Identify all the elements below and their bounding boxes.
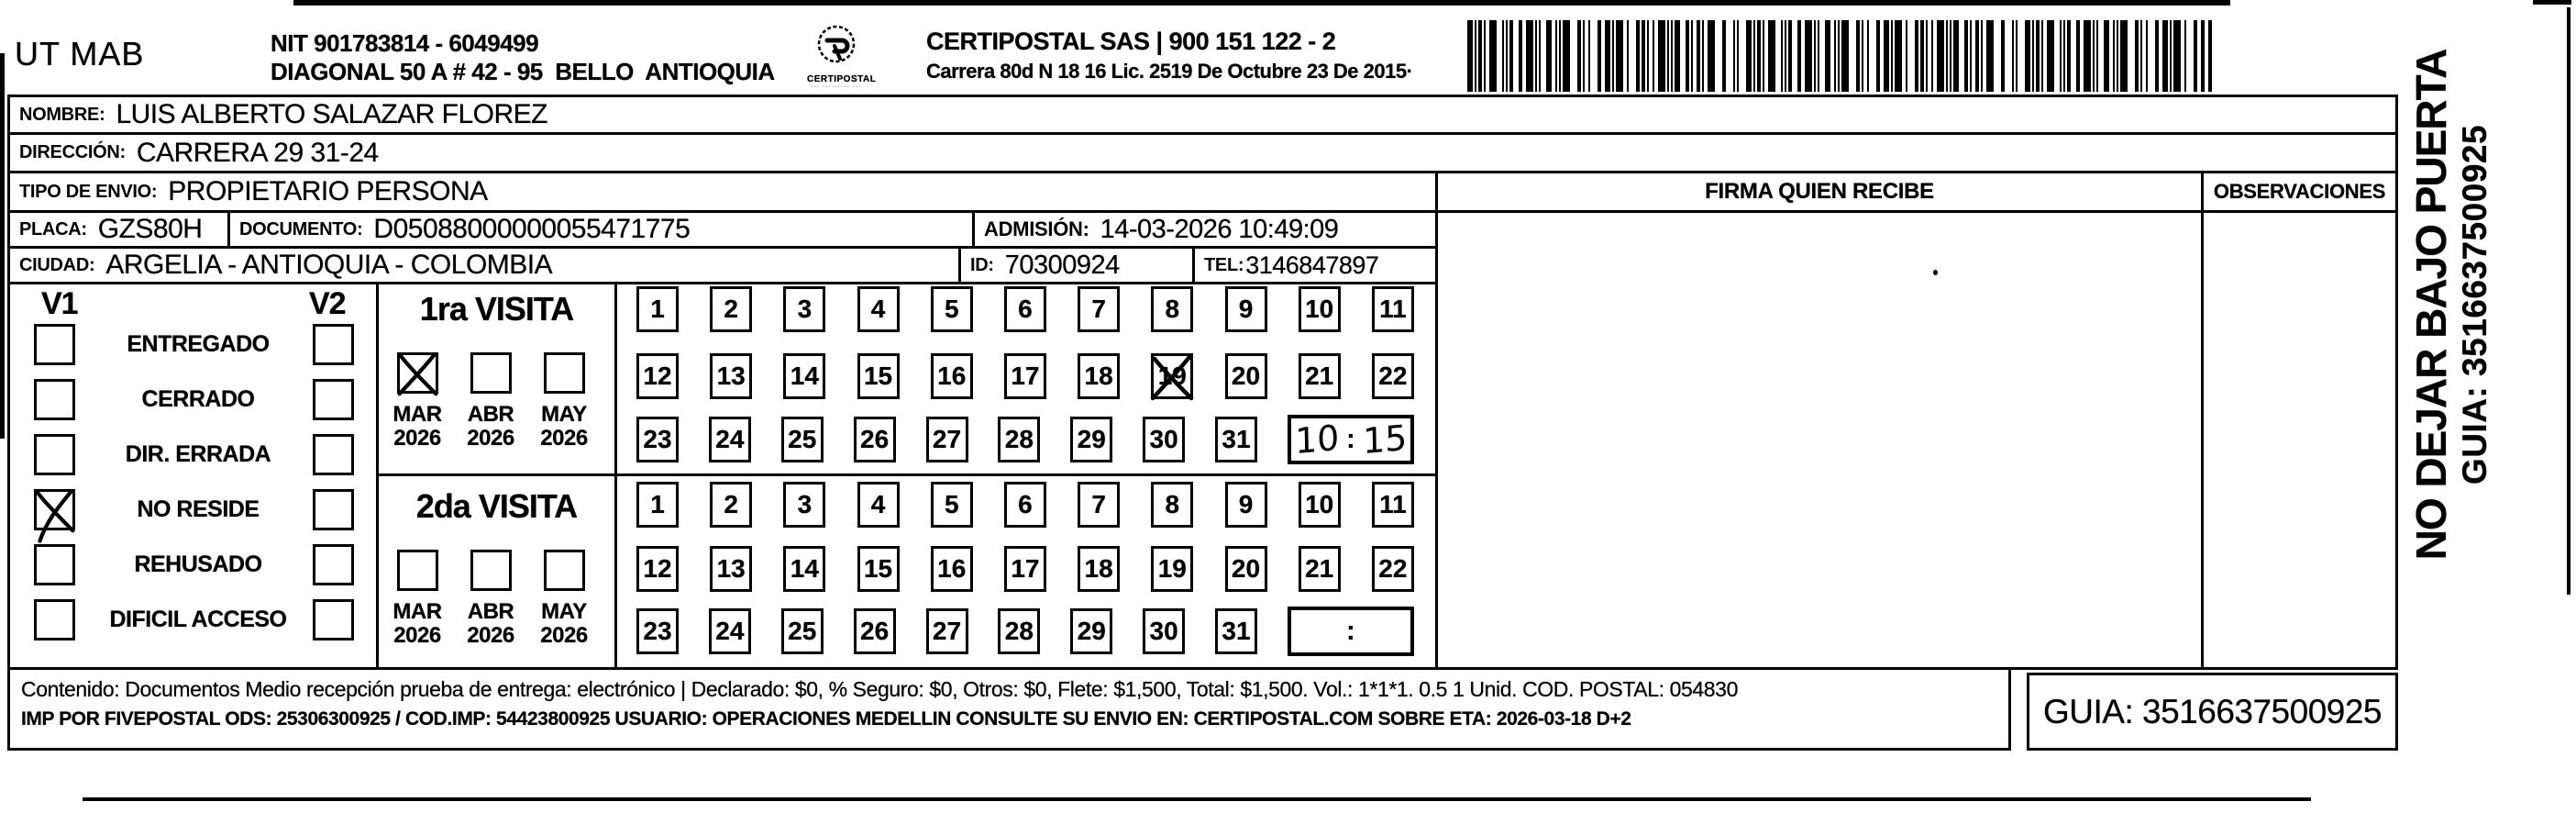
day-box: 11 [1372,482,1414,528]
handwritten-x-mark [32,487,77,534]
month-year: 2026 [467,426,514,451]
time-hour [1303,630,1321,632]
day-box: 19 [1151,546,1193,592]
tel-value: 3146847897 [1245,251,1379,279]
scan-edge-top [293,0,2230,6]
status-label: ENTREGADO [127,330,270,357]
month-label: MAY [541,599,587,624]
tel-cell [1192,246,1438,284]
contenido-cell [7,667,2011,751]
ciudad-cell [7,246,961,284]
nombre-row [7,95,2398,135]
day-box: 25 [781,417,824,462]
sender-code: UT MAB [15,35,145,72]
handwritten-x-mark [395,351,440,397]
admision-cell [972,210,1438,249]
barcode [1467,20,2212,92]
day-box: 6 [1004,286,1046,332]
day-box: 18 [1078,353,1120,399]
day-box: 9 [1225,286,1267,332]
visit1-days-row1 [636,545,1414,593]
status-row [10,597,376,641]
side-warning: NO DEJAR BAJO PUERTA [2407,49,2455,561]
day-box: 3 [783,482,825,528]
day-box: 4 [857,482,900,528]
day-box: 23 [636,417,679,462]
v1-checkbox [34,379,75,420]
month-year: 2026 [467,623,514,648]
day-box: 3 [783,286,825,332]
day-box: 1 [636,286,679,332]
company-info [926,28,1412,84]
sender-nit: NIT 901783814 - 6049499 [271,29,539,57]
status-row [10,542,376,586]
direccion-label: DIRECCIÓN: [19,142,126,162]
day-box: 6 [1004,482,1046,528]
day-box: 15 [857,546,900,592]
admision-value: 14-03-2026 10:49:09 [1100,214,1339,244]
day-box: 27 [926,417,968,462]
observaciones-body [2201,210,2398,670]
month-group [392,352,443,451]
day-box: 19 [1151,353,1193,399]
status-row [10,322,376,366]
day-box: 29 [1070,417,1112,462]
month-group [465,352,516,451]
placa-cell [7,210,230,249]
day-box: 30 [1143,417,1185,462]
day-box: 15 [857,353,900,399]
sender-info [271,29,775,86]
day-box: 10 [1299,482,1341,528]
observaciones-header-cell [2201,171,2398,213]
day-box: 21 [1299,353,1341,399]
day-box: 5 [931,286,973,332]
id-label: ID: [970,254,994,275]
time-colon: : [1345,616,1355,646]
day-box: 8 [1151,482,1193,528]
v2-checkbox [313,379,354,420]
documento-cell [227,210,975,249]
placa-label: PLACA: [19,218,87,239]
day-box: 17 [1004,546,1046,592]
documento-label: DOCUMENTO: [239,218,363,239]
direccion-row [7,132,2398,173]
day-box: 21 [1299,546,1341,592]
day-box: 1 [636,482,679,528]
firma-header: FIRMA QUIEN RECIBE [1705,179,1934,204]
day-box: 7 [1078,482,1120,528]
day-box: 22 [1372,546,1414,592]
day-box: 2 [710,482,752,528]
company-name: CERTIPOSTAL SAS | 900 151 122 - 2 [926,28,1336,55]
v1-checkbox [34,324,75,365]
time-box [1288,415,1414,464]
month-group [538,550,590,648]
tipo-envio-label: TIPO DE ENVIO: [19,181,158,202]
time-box [1288,607,1414,656]
observaciones-header: OBSERVACIONES [2213,180,2386,203]
day-box: 28 [998,608,1040,654]
day-box: 16 [931,546,973,592]
day-box: 23 [636,608,679,654]
id-value: 70300924 [1004,250,1120,280]
imp-line: IMP POR FIVEPOSTAL ODS: 25306300925 / COD.IMP: 54423800925 USUARIO: OPERACIONES MEDELLIN CONSULTE SU ENVIO EN: CERTIPOSTAL.COM SOBRE ETA: 2026-03-18 D+2 [21,708,1631,729]
visit1-days-row0 [636,481,1414,529]
logo-tagline-dots: ··· ········· ··· [811,84,862,90]
month-label: ABR [467,599,514,624]
day-box: 18 [1078,546,1120,592]
day-box: 22 [1372,353,1414,399]
month-label: MAY [541,402,587,427]
day-box: 12 [636,546,679,592]
v2-checkbox [313,544,354,585]
visit2-column [376,473,617,670]
day-box: 20 [1225,353,1267,399]
logo-caption: CERTIPOSTAL [807,74,877,84]
v1-header: V1 [41,286,78,321]
firma-body [1435,210,2204,670]
sender-address: DIAGONAL 50 A # 42 - 95 BELLO ANTIOQUIA [271,58,775,85]
day-box: 20 [1225,546,1267,592]
visit1-column [376,282,617,476]
time-minute [1380,630,1399,632]
day-box: 26 [854,417,896,462]
v1-checkbox [34,544,75,585]
day-box: 2 [710,286,752,332]
placa-value: GZS80H [97,214,203,244]
month-label: MAR [392,402,442,427]
month-checkbox [544,352,585,394]
month-year: 2026 [540,426,588,451]
visit0-days-row2 [636,416,1414,463]
day-box: 17 [1004,353,1046,399]
v2-checkbox [313,489,354,530]
day-box: 27 [926,608,968,654]
v1-checkbox [34,489,75,530]
certipostal-logo [807,22,877,90]
month-label: MAR [392,599,442,624]
visit2-title: 2da VISITA [415,487,578,525]
handwritten-x-mark [1149,351,1195,403]
month-group [538,352,590,451]
status-box [7,282,379,670]
month-year: 2026 [393,623,441,648]
scan-edge-top-right [2533,0,2571,5]
visit0-days-row1 [636,352,1414,400]
month-group [392,550,443,648]
day-box: 25 [781,608,824,654]
day-box: 30 [1143,608,1185,654]
direccion-value: CARRERA 29 31-24 [136,137,379,168]
day-box: 28 [998,417,1040,462]
month-year: 2026 [540,623,588,648]
month-checkbox [470,352,512,394]
v2-checkbox [313,324,354,365]
day-box: 29 [1070,608,1112,654]
status-row [10,487,376,531]
guia-cell [2027,673,2398,751]
day-box: 12 [636,353,679,399]
v2-header: V2 [309,286,346,321]
day-box: 8 [1151,286,1193,332]
firma-header-cell [1435,171,2204,213]
day-box: 9 [1225,482,1267,528]
month-checkbox [544,550,585,591]
ciudad-value: ARGELIA - ANTIOQUIA - COLOMBIA [105,250,553,280]
day-box: 10 [1299,286,1341,332]
ciudad-label: CIUDAD: [19,254,95,275]
day-box: 31 [1215,417,1257,462]
month-label: ABR [467,402,514,427]
status-label: CERRADO [141,385,255,412]
month-checkbox [397,352,438,394]
scan-edge-left [0,53,5,439]
day-box: 24 [709,608,751,654]
visit1-title: 1ra VISITA [419,290,574,328]
company-license: Carrera 80d N 18 16 Lic. 2519 De Octubre 23 De 2015· [926,60,1413,83]
day-box: 4 [857,286,900,332]
side-label [2406,48,2494,562]
day-box: 14 [783,353,825,399]
v2-checkbox [313,434,354,475]
day-box: 7 [1078,286,1120,332]
status-label: REHUSADO [134,551,262,577]
day-box: 13 [710,546,752,592]
visit0-days-row0 [636,285,1414,333]
month-checkbox [397,550,438,591]
time-minute: 15 [1362,417,1408,462]
nombre-value: LUIS ALBERTO SALAZAR FLOREZ [116,99,548,129]
day-box: 31 [1215,608,1257,654]
delivery-form [7,95,2404,753]
tipo-envio-cell [7,171,1438,213]
v2-checkbox [313,599,354,640]
nombre-label: NOMBRE: [19,104,105,125]
guia-number: GUIA: 3516637500925 [2042,692,2383,730]
status-row [10,432,376,476]
scan-edge-right [2567,7,2570,595]
visit1-days-row2 [636,607,1414,655]
id-cell [958,246,1195,284]
time-hour: 10 [1294,417,1340,462]
status-row [10,377,376,421]
tel-label: TEL: [1204,254,1244,275]
side-guia: GUIA: 3516637500925 [2456,124,2493,485]
scan-edge-bottom [83,797,2311,801]
status-label: DIR. ERRADA [125,440,271,467]
contenido-line: Contenido: Documentos Medio recepción prueba de entrega: electrónico | Declarado: $0, % Seguro: $0, Otros: $0, Flete: $1,500, Total: $1,500. Vol.: 1*1*1. 0.5 1 Unid. COD. POSTAL: 054830 [21,677,1738,701]
month-group [465,550,516,648]
v1-checkbox [34,434,75,475]
visit0-months [392,352,590,451]
status-label: NO RESIDE [137,496,260,522]
day-box: 5 [931,482,973,528]
time-colon: : [1345,424,1355,454]
day-box: 24 [709,417,751,462]
ink-speck [1933,270,1938,275]
status-label: DIFICIL ACCESO [109,606,287,632]
certipostal-logo-icon [807,22,866,70]
documento-value: D05088000000055471775 [373,214,691,244]
day-box: 13 [710,353,752,399]
day-box: 16 [931,353,973,399]
month-year: 2026 [393,426,441,451]
day-box: 14 [783,546,825,592]
v1-checkbox [34,599,75,640]
admision-label: ADMISIÓN: [984,217,1089,240]
day-box: 11 [1372,286,1414,332]
month-checkbox [470,550,512,591]
visit1-months [392,550,590,648]
tipo-envio-value: PROPIETARIO PERSONA [168,176,488,206]
day-box: 26 [854,608,896,654]
